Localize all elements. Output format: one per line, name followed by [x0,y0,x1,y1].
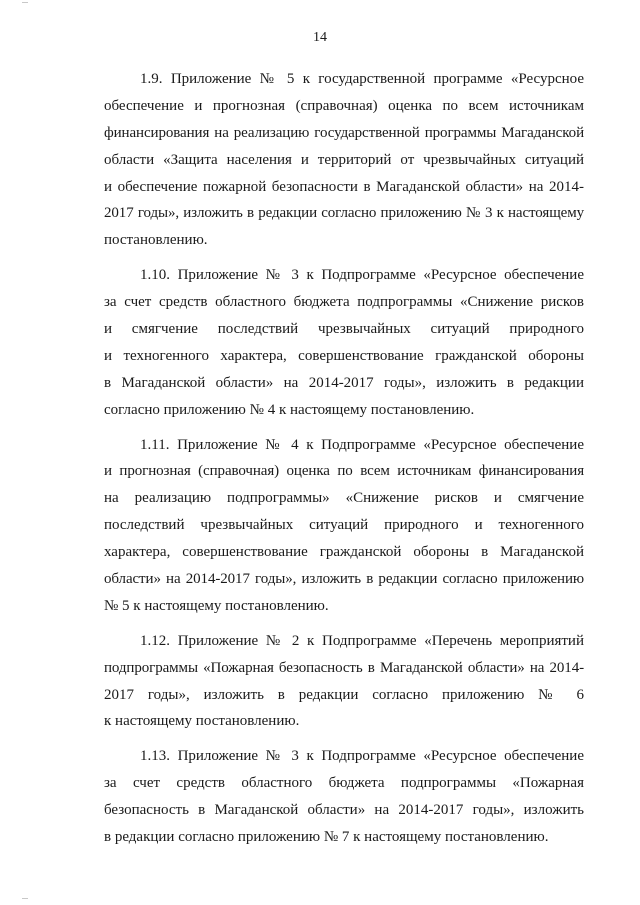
text-line: согласно приложению № 4 к настоящему постановлению. [104,401,475,418]
text-line: 1.10. Приложение № 3 к Подпрограмме «Ресурсное обеспечение [140,267,584,284]
text-line: 2017 годы», изложить в редакции согласно приложению № 6 [104,686,584,703]
text-line: последствий чрезвычайных ситуаций природного и техногенного [104,517,584,534]
paragraph-1-11 [104,432,584,620]
text-line: № 5 к настоящему постановлению. [104,597,329,614]
text-line: постановлению. [104,232,208,249]
text-line: 2017 годы», изложить в редакции согласно приложению № 3 к настоящему [104,205,584,222]
text-line: подпрограммы «Пожарная безопасность в Магаданской области» на 2014- [104,659,584,676]
page-number: 14 [313,30,327,45]
text-line: области» на 2014-2017 годы», изложить в редакции согласно приложению [104,571,584,588]
text-line: 1.12. Приложение № 2 к Подпрограмме «Перечень мероприятий [140,632,584,649]
text-line: обеспечение и прогнозная (справочная) оценка по всем источникам [104,97,584,114]
text-line: и техногенного характера, совершенствование гражданской обороны [104,347,584,364]
text-line: безопасность в Магаданской области» на 2014-2017 годы», изложить [104,802,584,819]
text-line: 1.9. Приложение № 5 к государственной программе «Ресурсное [140,71,584,87]
text-line: к настоящему постановлению. [104,713,300,730]
text-line: 1.13. Приложение № 3 к Подпрограмме «Ресурсное обеспечение [140,748,584,765]
text-line: за счет средств областного бюджета подпрограммы «Пожарная [104,775,584,792]
scan-mark-bottom-left [22,898,28,899]
text-line: области «Защита населения и территорий от чрезвычайных ситуаций [104,151,584,168]
text-line: финансирования на реализацию государственной программы Магаданской [104,124,584,141]
scan-mark-top-left [22,2,28,3]
text-line: характера, совершенствование гражданской обороны в Магаданской [104,544,584,561]
text-line: в Магаданской области» на 2014-2017 годы», изложить в редакции [104,374,584,391]
text-line: 1.11. Приложение № 4 к Подпрограмме «Ресурсное обеспечение [140,436,584,453]
paragraph-1-13 [104,743,584,851]
text-line: и обеспечение пожарной безопасности в Магаданской области» на 2014- [104,178,584,195]
document-body [104,66,584,859]
paragraph-1-9 [104,66,584,254]
text-line: в редакции согласно приложению № 7 к настоящему постановлению. [104,829,549,846]
text-line: и прогнозная (справочная) оценка по всем источникам финансирования [104,463,584,480]
paragraph-1-12 [104,628,584,736]
text-line: за счет средств областного бюджета подпрограммы «Снижение рисков [104,294,584,311]
text-line: и смягчение последствий чрезвычайных ситуаций природного [104,321,584,338]
paragraph-1-10 [104,262,584,423]
text-line: на реализацию подпрограммы» «Снижение рисков и смягчение [104,490,584,507]
